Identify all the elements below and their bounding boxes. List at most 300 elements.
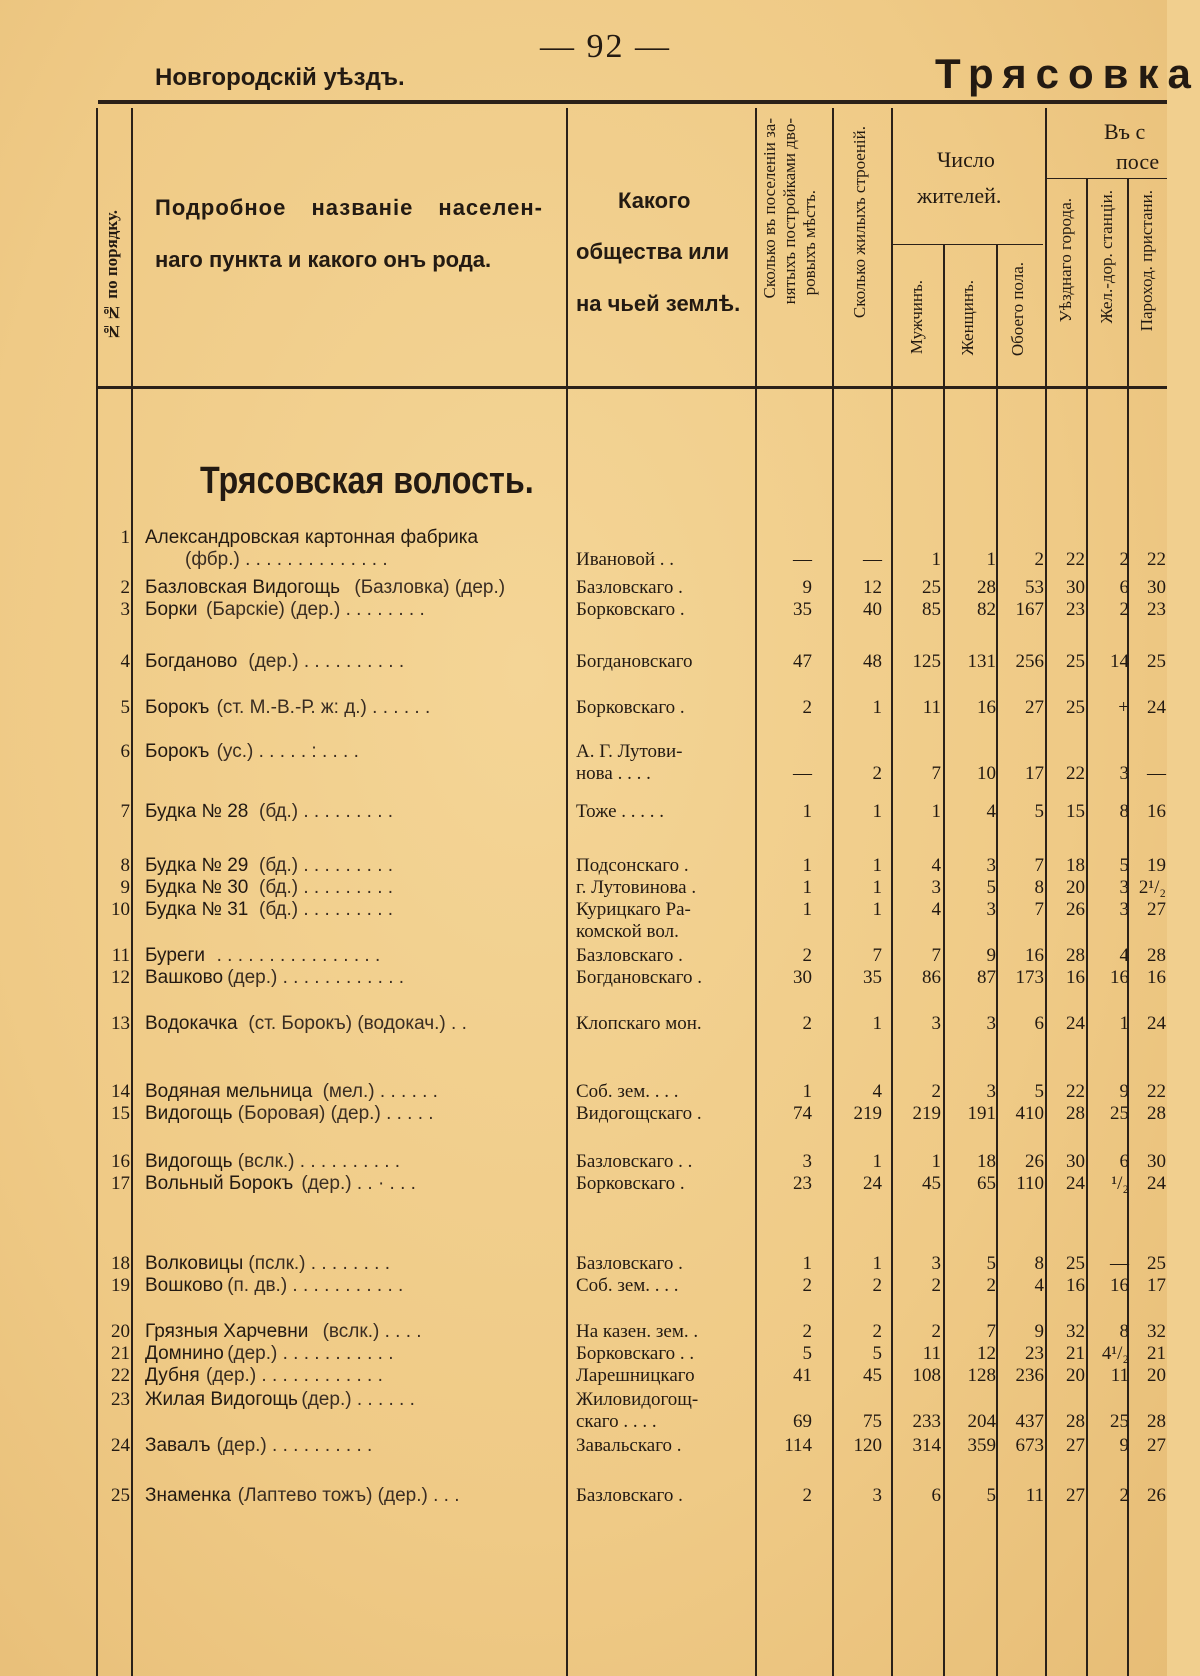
dist-town: 20	[1066, 877, 1085, 898]
row-number: 12	[111, 967, 130, 988]
women-count: 10	[977, 763, 996, 784]
row-number: 10	[111, 899, 130, 920]
dist-rail: 3	[1119, 899, 1129, 920]
dist-pier: 25	[1147, 651, 1166, 672]
men-count: 45	[922, 1173, 941, 1194]
place-type: (ст. М.-В.-Р. ж: д.) . . . . . .	[216, 697, 431, 718]
dist-pier: —	[1147, 763, 1166, 784]
row-number: 13	[111, 1013, 130, 1034]
yards-count: 3	[802, 1151, 812, 1172]
table-row	[0, 1151, 1167, 1175]
both-count: 167	[1015, 599, 1044, 620]
both-count: 173	[1015, 967, 1044, 988]
buildings-count: 35	[863, 967, 882, 988]
dist-town: 21	[1066, 1343, 1085, 1364]
dist-pier: 27	[1147, 899, 1166, 920]
row-number: 18	[111, 1253, 130, 1274]
dist-town: 22	[1066, 763, 1085, 784]
dist-pier: 23	[1147, 599, 1166, 620]
society: Курицкаго Ра-	[576, 899, 691, 920]
buildings-count: 75	[863, 1411, 882, 1432]
yards-count: 1	[802, 877, 812, 898]
both-count: 16	[1025, 945, 1044, 966]
row-number: 24	[111, 1435, 130, 1456]
header-distance-1: Въ с	[1104, 119, 1146, 144]
society: Базловскаго .	[576, 577, 683, 598]
yards-count: 2	[802, 1275, 812, 1296]
table-row	[0, 1173, 1167, 1197]
women-count: 5	[986, 877, 996, 898]
men-count: 233	[912, 1411, 941, 1432]
both-count: 2	[1034, 549, 1044, 570]
dist-town: 18	[1066, 855, 1085, 876]
both-count: 27	[1025, 697, 1044, 718]
society: Борковскаго . .	[576, 1343, 695, 1364]
society: Тоже . . . . .	[576, 801, 665, 822]
row-number: 20	[111, 1321, 130, 1342]
dist-town: 25	[1066, 1253, 1085, 1274]
dist-rail: 14	[1110, 651, 1129, 672]
dist-pier: 17	[1147, 1275, 1166, 1296]
row-number: 3	[120, 599, 130, 620]
buildings-count: 1	[872, 1013, 882, 1034]
dist-rail: 4¹/₂	[1101, 1343, 1129, 1364]
yards-count: 74	[793, 1103, 812, 1124]
header-name-line2: наго пункта и какого онъ рода.	[155, 247, 492, 272]
women-count: 3	[986, 1081, 996, 1102]
table-row	[0, 801, 1167, 825]
buildings-count: 48	[863, 651, 882, 672]
dist-town: 16	[1066, 1275, 1085, 1296]
place-name: Базловская Видогощь	[145, 577, 340, 598]
place-type: (вслк.) . . . .	[322, 1321, 422, 1342]
row-number: 4	[120, 651, 130, 672]
place-type: (Базловка) (дер.)	[354, 577, 506, 598]
both-count: 53	[1025, 577, 1044, 598]
place-type: . . . . . . . . . . . . . . . .	[216, 945, 381, 966]
men-count: 3	[931, 877, 941, 898]
dist-pier: 28	[1147, 1103, 1166, 1124]
table-row	[0, 855, 1167, 879]
society: Видогощскаго .	[576, 1103, 702, 1124]
row-number: 25	[111, 1485, 130, 1506]
women-count: 191	[967, 1103, 996, 1124]
place-name: Волковицы	[145, 1253, 244, 1274]
header-inhabitants-2: жителей.	[917, 183, 1002, 208]
women-count: 1	[986, 549, 996, 570]
men-count: 7	[931, 945, 941, 966]
men-count: 7	[931, 763, 941, 784]
men-count: 2	[931, 1081, 941, 1102]
women-count: 18	[977, 1151, 996, 1172]
section-title: Трясовская волость.	[200, 460, 534, 502]
women-count: 3	[986, 855, 996, 876]
place-name: Вольный Борокъ	[145, 1173, 294, 1194]
dist-pier: 27	[1147, 1435, 1166, 1456]
women-count: 4	[986, 801, 996, 822]
place-type: (дер.) . . . . . . . . . . .	[227, 1343, 394, 1364]
dist-town: 30	[1066, 1151, 1085, 1172]
society-cont: скаго . . . .	[576, 1411, 657, 1432]
place-name: Водяная мельница	[145, 1081, 313, 1102]
place-name: Водокачка	[145, 1013, 238, 1034]
both-count: 11	[1025, 1485, 1044, 1506]
place-type: (дер.) . . · . . .	[301, 1173, 416, 1194]
society: А. Г. Лутови-	[576, 741, 683, 762]
buildings-count: 5	[872, 1343, 882, 1364]
men-count: 86	[922, 967, 941, 988]
women-count: 82	[977, 599, 996, 620]
society: Жиловидогощ-	[576, 1389, 699, 1410]
dist-town: 15	[1066, 801, 1085, 822]
yards-count: 1	[802, 855, 812, 876]
dist-rail: 8	[1119, 801, 1129, 822]
dist-pier: 24	[1147, 1013, 1166, 1034]
dist-pier: 26	[1147, 1485, 1166, 1506]
place-name: Завалъ	[145, 1435, 211, 1456]
society-cont: нова . . . .	[576, 763, 651, 784]
place-name: Знаменка	[145, 1485, 231, 1506]
header-town: Уѣзднаго города.	[1056, 198, 1075, 323]
dist-rail: 5	[1119, 855, 1129, 876]
dist-town: 27	[1066, 1435, 1085, 1456]
dist-town: 27	[1066, 1485, 1085, 1506]
women-count: 28	[977, 577, 996, 598]
header-society-line1: Какого	[618, 188, 691, 213]
dist-rail: 2	[1119, 599, 1129, 620]
dist-town: 20	[1066, 1365, 1085, 1386]
inhabitants-divider	[893, 244, 1043, 245]
dist-rail: 1	[1119, 1013, 1129, 1034]
men-count: 25	[922, 577, 941, 598]
place-name: Борки	[145, 599, 198, 620]
buildings-count: 4	[872, 1081, 882, 1102]
men-count: 219	[912, 1103, 941, 1124]
place-name: Видогощь	[145, 1103, 233, 1124]
society: Богдановскаго .	[576, 967, 703, 988]
men-count: 1	[931, 801, 941, 822]
row-number: 16	[111, 1151, 130, 1172]
dist-pier: 20	[1147, 1365, 1166, 1386]
yards-count: 9	[802, 577, 812, 598]
header-bottom-rule	[96, 386, 1167, 389]
table-row	[0, 1321, 1167, 1345]
both-count: 5	[1034, 801, 1044, 822]
society: Базловскаго . .	[576, 1151, 693, 1172]
dist-rail: 6	[1119, 1151, 1129, 1172]
both-count: 256	[1015, 651, 1044, 672]
page-number: — 92 —	[540, 28, 671, 65]
dist-pier: 24	[1147, 697, 1166, 718]
both-count: 673	[1015, 1435, 1044, 1456]
both-count: 5	[1034, 1081, 1044, 1102]
dist-pier: 21	[1147, 1343, 1166, 1364]
dist-rail: 4	[1119, 945, 1129, 966]
dist-rail: 25	[1110, 1103, 1129, 1124]
dist-pier: 28	[1147, 945, 1166, 966]
place-type: (бд.) . . . . . . . . .	[259, 855, 394, 876]
dist-pier: 28	[1147, 1411, 1166, 1432]
row-number: 23	[111, 1389, 130, 1410]
table-row	[0, 967, 1167, 991]
yards-count: 1	[802, 899, 812, 920]
dist-town: 16	[1066, 967, 1085, 988]
society: г. Лутовинова .	[576, 877, 697, 898]
place-type: (бд.) . . . . . . . . .	[259, 899, 394, 920]
row-number: 8	[120, 855, 130, 876]
men-count: 11	[922, 1343, 941, 1364]
header-buildings: Сколько жилыхъ строеній.	[850, 126, 869, 319]
dist-rail: 9	[1119, 1435, 1129, 1456]
yards-count: 2	[802, 1321, 812, 1342]
place-name: Александровская картонная фабрика	[145, 527, 479, 548]
table-row	[0, 741, 1167, 784]
place-type: (Лаптево тожъ) (дер.) . . .	[237, 1485, 460, 1506]
buildings-count: 120	[853, 1435, 882, 1456]
dist-town: 24	[1066, 1173, 1085, 1194]
place-type: (ус.) . . . . . : . . . .	[216, 741, 359, 762]
dist-pier: 2¹/₂	[1138, 877, 1166, 898]
yards-count: 2	[802, 1485, 812, 1506]
women-count: 5	[986, 1253, 996, 1274]
dist-pier: 22	[1147, 1081, 1166, 1102]
dist-town: 22	[1066, 549, 1085, 570]
place-type: (ст. Борокъ) (водокач.) . .	[248, 1013, 467, 1034]
women-count: 131	[967, 651, 996, 672]
place-name: Жилая Видогощь	[145, 1389, 298, 1410]
place-name: Будка № 29	[145, 855, 249, 876]
men-count: 314	[912, 1435, 941, 1456]
dist-rail: 9	[1119, 1081, 1129, 1102]
yards-count: —	[793, 763, 812, 784]
women-count: 16	[977, 697, 996, 718]
dist-town: 22	[1066, 1081, 1085, 1102]
society: Клопскаго мон.	[576, 1013, 702, 1034]
table-row	[0, 651, 1167, 675]
header-name-line1: Подробное названіе населен-	[155, 195, 543, 220]
buildings-count: 1	[872, 801, 882, 822]
men-count: 85	[922, 599, 941, 620]
place-name: Видогощь	[145, 1151, 233, 1172]
place-type: (вслк.) . . . . . . . . . .	[237, 1151, 401, 1172]
buildings-count: 1	[872, 899, 882, 920]
both-count: 17	[1025, 763, 1044, 784]
society: Борковскаго .	[576, 697, 685, 718]
society: Базловскаго .	[576, 1485, 683, 1506]
header-col-no: №№ по порядку.	[102, 210, 121, 341]
buildings-count: 12	[863, 577, 882, 598]
women-count: 204	[967, 1411, 996, 1432]
header-yards-2: нятыхъ постройками дво-	[780, 118, 799, 305]
header-society-line2: общества или	[576, 239, 730, 264]
women-count: 7	[986, 1321, 996, 1342]
buildings-count: 3	[872, 1485, 882, 1506]
row-number: 2	[120, 577, 130, 598]
society: Борковскаго .	[576, 1173, 685, 1194]
buildings-count: 2	[872, 1321, 882, 1342]
place-name: Борокъ	[145, 741, 210, 762]
buildings-count: 40	[863, 599, 882, 620]
table-row	[0, 1081, 1167, 1105]
both-count: 8	[1034, 1253, 1044, 1274]
society: Ивановой . .	[576, 549, 675, 570]
dist-pier: 32	[1147, 1321, 1166, 1342]
buildings-count: 1	[872, 1253, 882, 1274]
dist-town: 30	[1066, 577, 1085, 598]
place-type: (пслк.) . . . . . . . .	[248, 1253, 390, 1274]
place-type: (бд.) . . . . . . . . .	[259, 877, 394, 898]
yards-count: —	[793, 549, 812, 570]
dist-town: 25	[1066, 697, 1085, 718]
yards-count: 35	[793, 599, 812, 620]
yards-count: 23	[793, 1173, 812, 1194]
yards-count: 30	[793, 967, 812, 988]
dist-town: 28	[1066, 1103, 1085, 1124]
table-row	[0, 1103, 1167, 1127]
place-name: Грязныя Харчевни	[145, 1321, 309, 1342]
place-type: (п. дв.) . . . . . . . . . . .	[227, 1275, 404, 1296]
society-cont: комской вол.	[576, 921, 679, 942]
dist-rail: 25	[1110, 1411, 1129, 1432]
both-count: 8	[1034, 877, 1044, 898]
place-type: (Барскіе) (дер.) . . . . . . . .	[206, 599, 425, 620]
place-type: (бд.) . . . . . . . . .	[259, 801, 394, 822]
row-number: 5	[120, 697, 130, 718]
dist-rail: 2	[1119, 549, 1129, 570]
table-row	[0, 1343, 1167, 1367]
yards-count: 2	[802, 697, 812, 718]
header-pier: Пароход. пристани.	[1137, 190, 1156, 332]
table-row	[0, 599, 1167, 623]
yards-count: 41	[793, 1365, 812, 1386]
dist-rail: 16	[1110, 967, 1129, 988]
yards-count: 1	[802, 1081, 812, 1102]
place-name: Дубня	[145, 1365, 200, 1386]
dist-rail: —	[1110, 1253, 1129, 1274]
dist-town: 25	[1066, 651, 1085, 672]
place-type: (фбр.) . . . . . . . . . . . . . .	[185, 549, 388, 570]
table-row	[0, 945, 1167, 969]
table-row	[0, 1485, 1167, 1509]
both-count: 4	[1034, 1275, 1044, 1296]
header-yards-3: ровыхъ мѣстъ.	[800, 190, 819, 296]
dist-pier: 19	[1147, 855, 1166, 876]
table-row	[0, 899, 1167, 942]
men-count: 125	[912, 651, 941, 672]
society: Завальскаго .	[576, 1435, 682, 1456]
buildings-count: 7	[872, 945, 882, 966]
women-count: 128	[967, 1365, 996, 1386]
dist-pier: 22	[1147, 549, 1166, 570]
header-both: Обоего пола.	[1008, 262, 1027, 357]
women-count: 87	[977, 967, 996, 988]
society: Соб. зем. . . .	[576, 1275, 679, 1296]
table-row	[0, 1435, 1167, 1459]
place-name: Будка № 30	[145, 877, 249, 898]
place-name: Борокъ	[145, 697, 210, 718]
yards-count: 1	[802, 801, 812, 822]
women-count: 3	[986, 1013, 996, 1034]
buildings-count: 1	[872, 877, 882, 898]
women-count: 12	[977, 1343, 996, 1364]
both-count: 26	[1025, 1151, 1044, 1172]
header-distance-2: посе	[1116, 149, 1160, 174]
men-count: 1	[931, 549, 941, 570]
women-count: 5	[986, 1485, 996, 1506]
place-name: Будка № 28	[145, 801, 249, 822]
dist-pier: 30	[1147, 577, 1166, 598]
yards-count: 69	[793, 1411, 812, 1432]
dist-rail: 3	[1119, 877, 1129, 898]
place-type: (дер.) . . . . . . . . . . . .	[227, 967, 405, 988]
dist-rail: +	[1118, 697, 1129, 718]
row-number: 17	[111, 1173, 130, 1194]
both-count: 6	[1034, 1013, 1044, 1034]
row-number: 9	[120, 877, 130, 898]
header-rail: Жел.-дор. станціи.	[1097, 190, 1116, 324]
dist-rail: 3	[1119, 763, 1129, 784]
row-number: 6	[120, 741, 130, 762]
buildings-count: 2	[872, 1275, 882, 1296]
header-society-line3: на чьей землѣ.	[576, 291, 741, 316]
yards-count: 1	[802, 1253, 812, 1274]
buildings-count: 2	[872, 763, 882, 784]
society: Базловскаго .	[576, 945, 683, 966]
yards-count: 5	[802, 1343, 812, 1364]
society: На казен. зем. .	[576, 1321, 699, 1342]
dist-town: 32	[1066, 1321, 1085, 1342]
yards-count: 47	[793, 651, 812, 672]
place-name: Домнино	[145, 1343, 224, 1364]
dist-pier: 30	[1147, 1151, 1166, 1172]
row-number: 15	[111, 1103, 130, 1124]
buildings-count: 24	[863, 1173, 882, 1194]
buildings-count: —	[863, 549, 882, 570]
dist-pier: 16	[1147, 801, 1166, 822]
both-count: 410	[1015, 1103, 1044, 1124]
buildings-count: 1	[872, 697, 882, 718]
header-women: Женщинъ.	[958, 280, 977, 356]
society: Борковскаго .	[576, 599, 685, 620]
women-count: 3	[986, 899, 996, 920]
buildings-count: 219	[853, 1103, 882, 1124]
men-count: 4	[931, 899, 941, 920]
row-number: 7	[120, 801, 130, 822]
both-count: 7	[1034, 899, 1044, 920]
men-count: 3	[931, 1013, 941, 1034]
header-men: Мужчинъ.	[907, 280, 926, 355]
men-count: 2	[931, 1275, 941, 1296]
table-row	[0, 697, 1167, 721]
society: Базловскаго .	[576, 1253, 683, 1274]
buildings-count: 1	[872, 855, 882, 876]
women-count: 9	[986, 945, 996, 966]
place-type: (мел.) . . . . . .	[322, 1081, 438, 1102]
row-number: 11	[111, 945, 130, 966]
row-number: 14	[111, 1081, 130, 1102]
volost-running-head: Трясовка	[935, 50, 1200, 97]
place-type: (дер.) . . . . . . . . . .	[248, 651, 405, 672]
men-count: 2	[931, 1321, 941, 1342]
both-count: 236	[1015, 1365, 1044, 1386]
table-row	[0, 1013, 1167, 1037]
women-count: 2	[986, 1275, 996, 1296]
buildings-count: 45	[863, 1365, 882, 1386]
dist-town: 23	[1066, 599, 1085, 620]
table-row	[0, 877, 1167, 901]
table-row	[0, 1389, 1167, 1432]
dist-town: 28	[1066, 945, 1085, 966]
